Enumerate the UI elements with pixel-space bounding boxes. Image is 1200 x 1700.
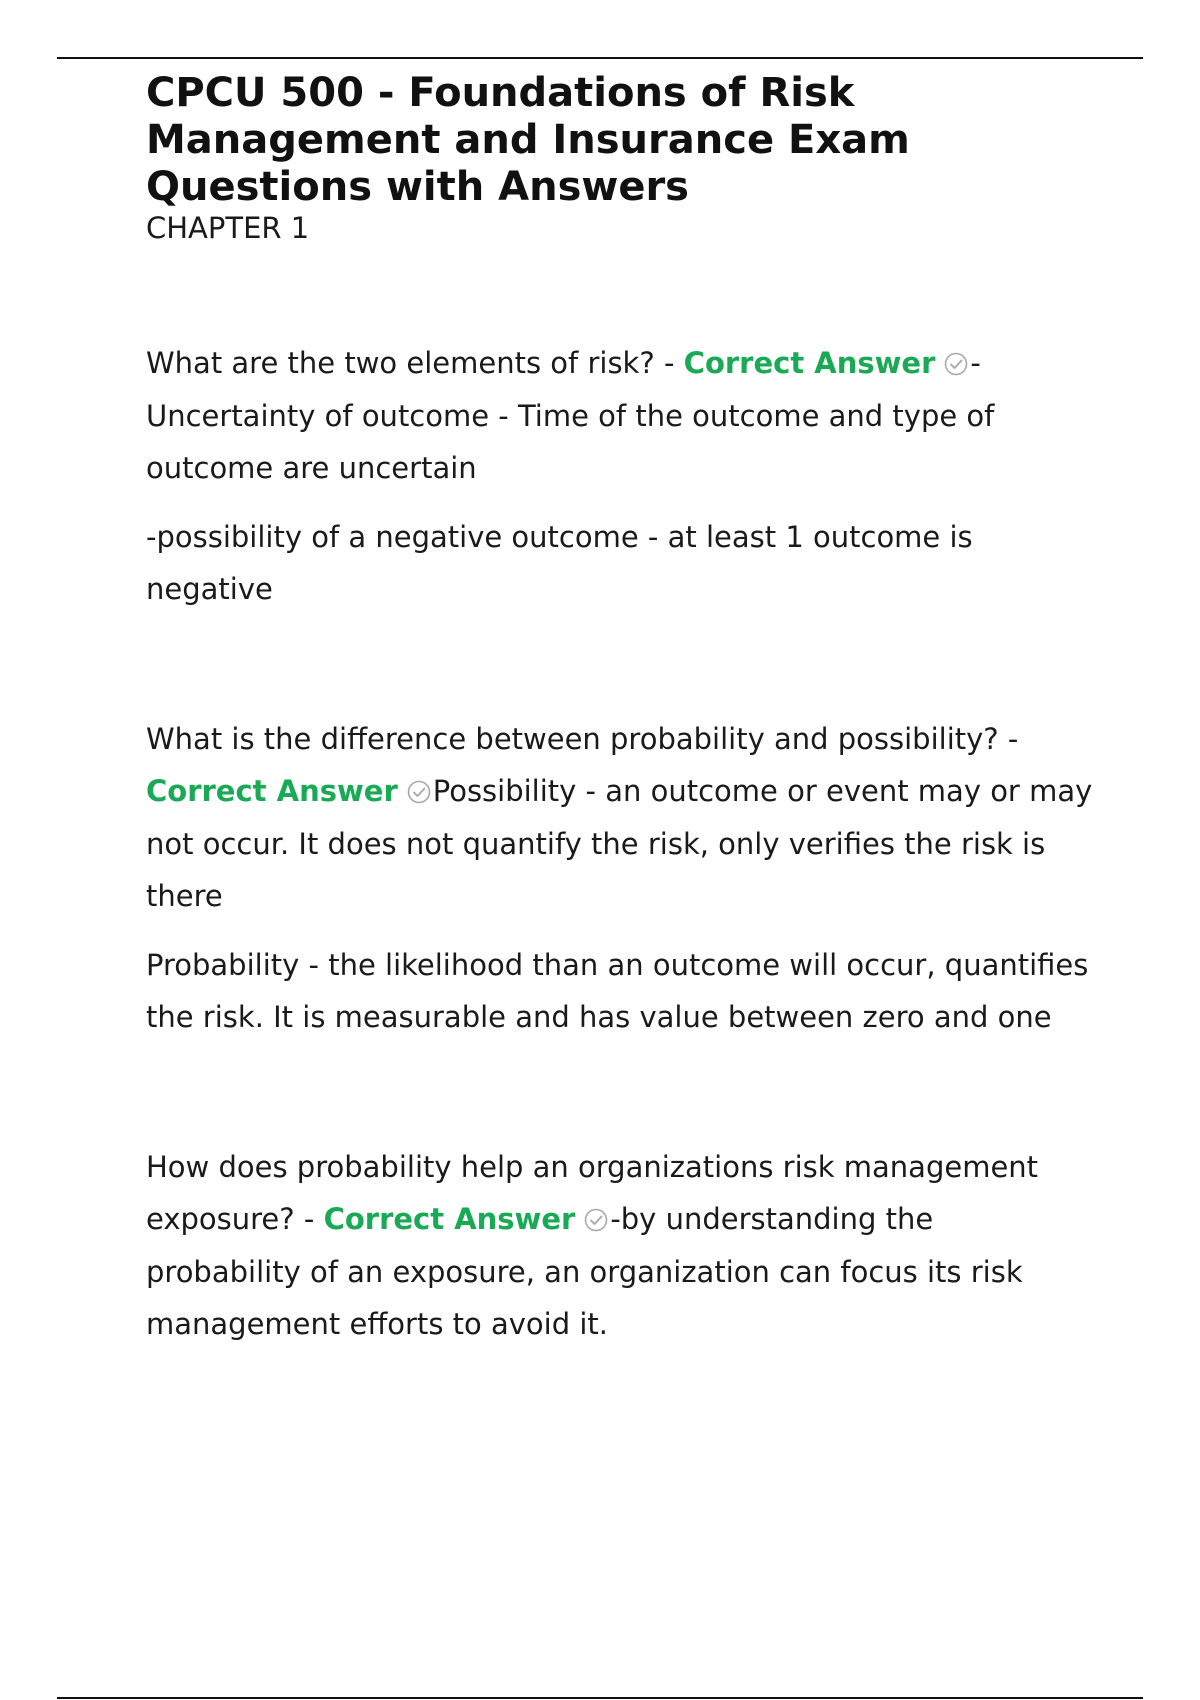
correct-answer-label: Correct Answer <box>323 1202 576 1236</box>
correct-answer-label: Correct Answer <box>683 346 936 380</box>
question-text: How does probability help an organizations risk management exposure? - <box>146 1149 1039 1236</box>
check-circle-icon <box>406 779 432 805</box>
check-circle-icon <box>583 1207 609 1233</box>
answer-text: Possibility - an outcome or event may or may not occur. It does not quantify the risk, only verifies the risk is there <box>146 774 1093 913</box>
check-circle-icon <box>943 351 969 377</box>
top-rule <box>57 57 1143 59</box>
question-paragraph <box>146 713 1096 923</box>
title-line: CPCU 500 - Foundations of Risk <box>146 70 855 116</box>
question-block <box>146 713 1096 1044</box>
document-body <box>146 70 1096 1351</box>
answer-paragraph: -possibility of a negative outcome - at least 1 outcome is negative <box>146 519 973 606</box>
document-title <box>146 70 1096 211</box>
answer-text: - Uncertainty of outcome - Time of the outcome and type of outcome are uncertain <box>146 346 995 485</box>
question-text: What are the two elements of risk? - <box>146 346 684 380</box>
title-line: Management and Insurance Exam <box>146 117 910 163</box>
answer-paragraph: Probability - the likelihood than an outcome will occur, quantifies the risk. It is measurable and has value between zero and one <box>146 947 1089 1034</box>
title-line: Questions with Answers <box>146 164 689 210</box>
bottom-rule <box>57 1697 1143 1699</box>
answer-text: -by understanding the probability of an exposure, an organization can focus its risk management efforts to avoid it. <box>146 1202 1023 1341</box>
chapter-heading: CHAPTER 1 <box>146 211 310 245</box>
question-paragraph <box>146 1141 1096 1351</box>
question-block <box>146 1141 1096 1351</box>
correct-answer-label: Correct Answer <box>146 774 398 808</box>
question-paragraph <box>146 337 1096 495</box>
question-text: What is the difference between probability and possibility? - <box>146 721 1019 756</box>
question-block <box>146 337 1096 616</box>
